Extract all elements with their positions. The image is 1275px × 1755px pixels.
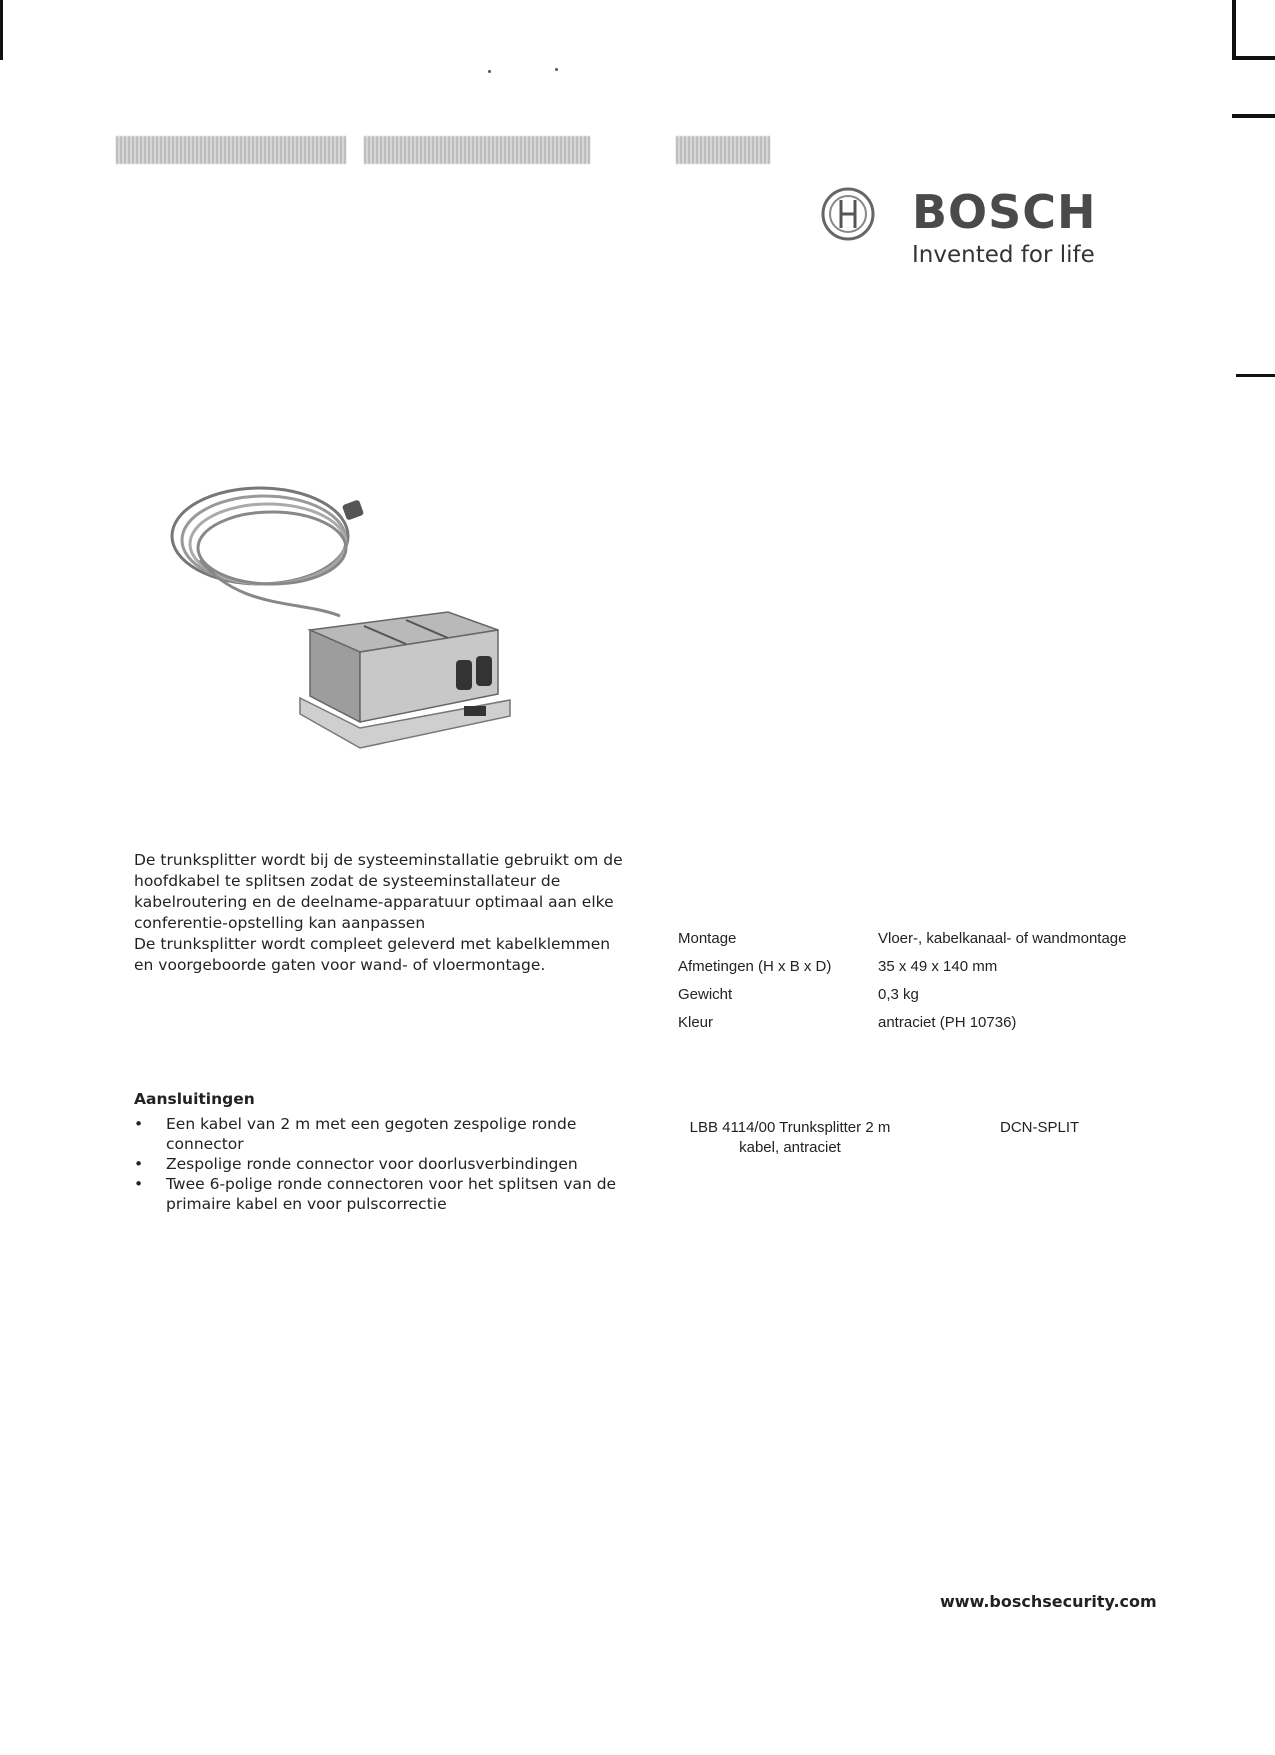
spec-label: Montage: [678, 930, 737, 947]
scan-edge-mark: [1232, 0, 1236, 60]
spec-value: 35 x 49 x 140 mm: [878, 958, 998, 975]
brand-name: BOSCH: [912, 185, 1097, 239]
connections-list: [134, 1114, 634, 1214]
scan-edge-mark: [0, 0, 3, 60]
spec-label: Gewicht: [678, 986, 733, 1003]
trunk-splitter-with-cable-image: [160, 480, 520, 780]
spec-label: Afmetingen (H x B x D): [678, 958, 832, 975]
order-code: DCN-SPLIT: [1000, 1119, 1080, 1136]
spec-value: Vloer-, kabelkanaal- of wandmontage: [878, 930, 1127, 947]
bosch-armature-icon: [820, 186, 876, 242]
scan-speck: [488, 70, 491, 73]
connections-heading: Aansluitingen: [134, 1090, 255, 1108]
spec-row: [678, 958, 1158, 986]
blurred-header-text: [116, 136, 346, 164]
description-paragraph: De trunksplitter wordt bij de systeeminstallatie gebruikt om de hoofdkabel te splitsen zodat de systeeminstallateur de kabelroutering en de deelname-apparatuur optimaal aan elke conferentie-opstelling kan aanpassen: [134, 851, 623, 932]
spec-value: 0,3 kg: [878, 986, 919, 1003]
blurred-header-text: [364, 136, 590, 164]
website-link[interactable]: www.boschsecurity.com: [940, 1592, 1157, 1611]
scan-edge-mark: [1232, 114, 1275, 118]
blurred-header-text: [676, 136, 770, 164]
specifications-table: [678, 930, 1158, 1042]
scan-speck: [555, 68, 558, 71]
spec-value: antraciet (PH 10736): [878, 1014, 1017, 1031]
spec-row: [678, 986, 1158, 1014]
brand-logo: [820, 182, 1120, 282]
connection-item: • Twee 6-polige ronde connectoren voor het splitsen van de primaire kabel en voor pulscorrectie: [134, 1174, 634, 1214]
scan-edge-mark: [1236, 374, 1275, 377]
spec-row: [678, 1014, 1158, 1042]
description-paragraph: De trunksplitter wordt compleet geleverd met kabelklemmen en voorgeboorde gaten voor wand- of vloermontage.: [134, 935, 611, 974]
spec-label: Kleur: [678, 1014, 714, 1031]
brand-tagline: Invented for life: [912, 242, 1095, 268]
order-description: LBB 4114/00 Trunksplitter 2 m kabel, antraciet: [689, 1119, 891, 1156]
scan-edge-mark: [1232, 56, 1275, 60]
connection-item: • Zespolige ronde connector voor doorlusverbindingen: [134, 1154, 634, 1174]
spec-row: [678, 930, 1158, 958]
connection-item: • Een kabel van 2 m met een gegoten zespolige ronde connector: [134, 1114, 634, 1154]
product-description: [134, 850, 624, 976]
